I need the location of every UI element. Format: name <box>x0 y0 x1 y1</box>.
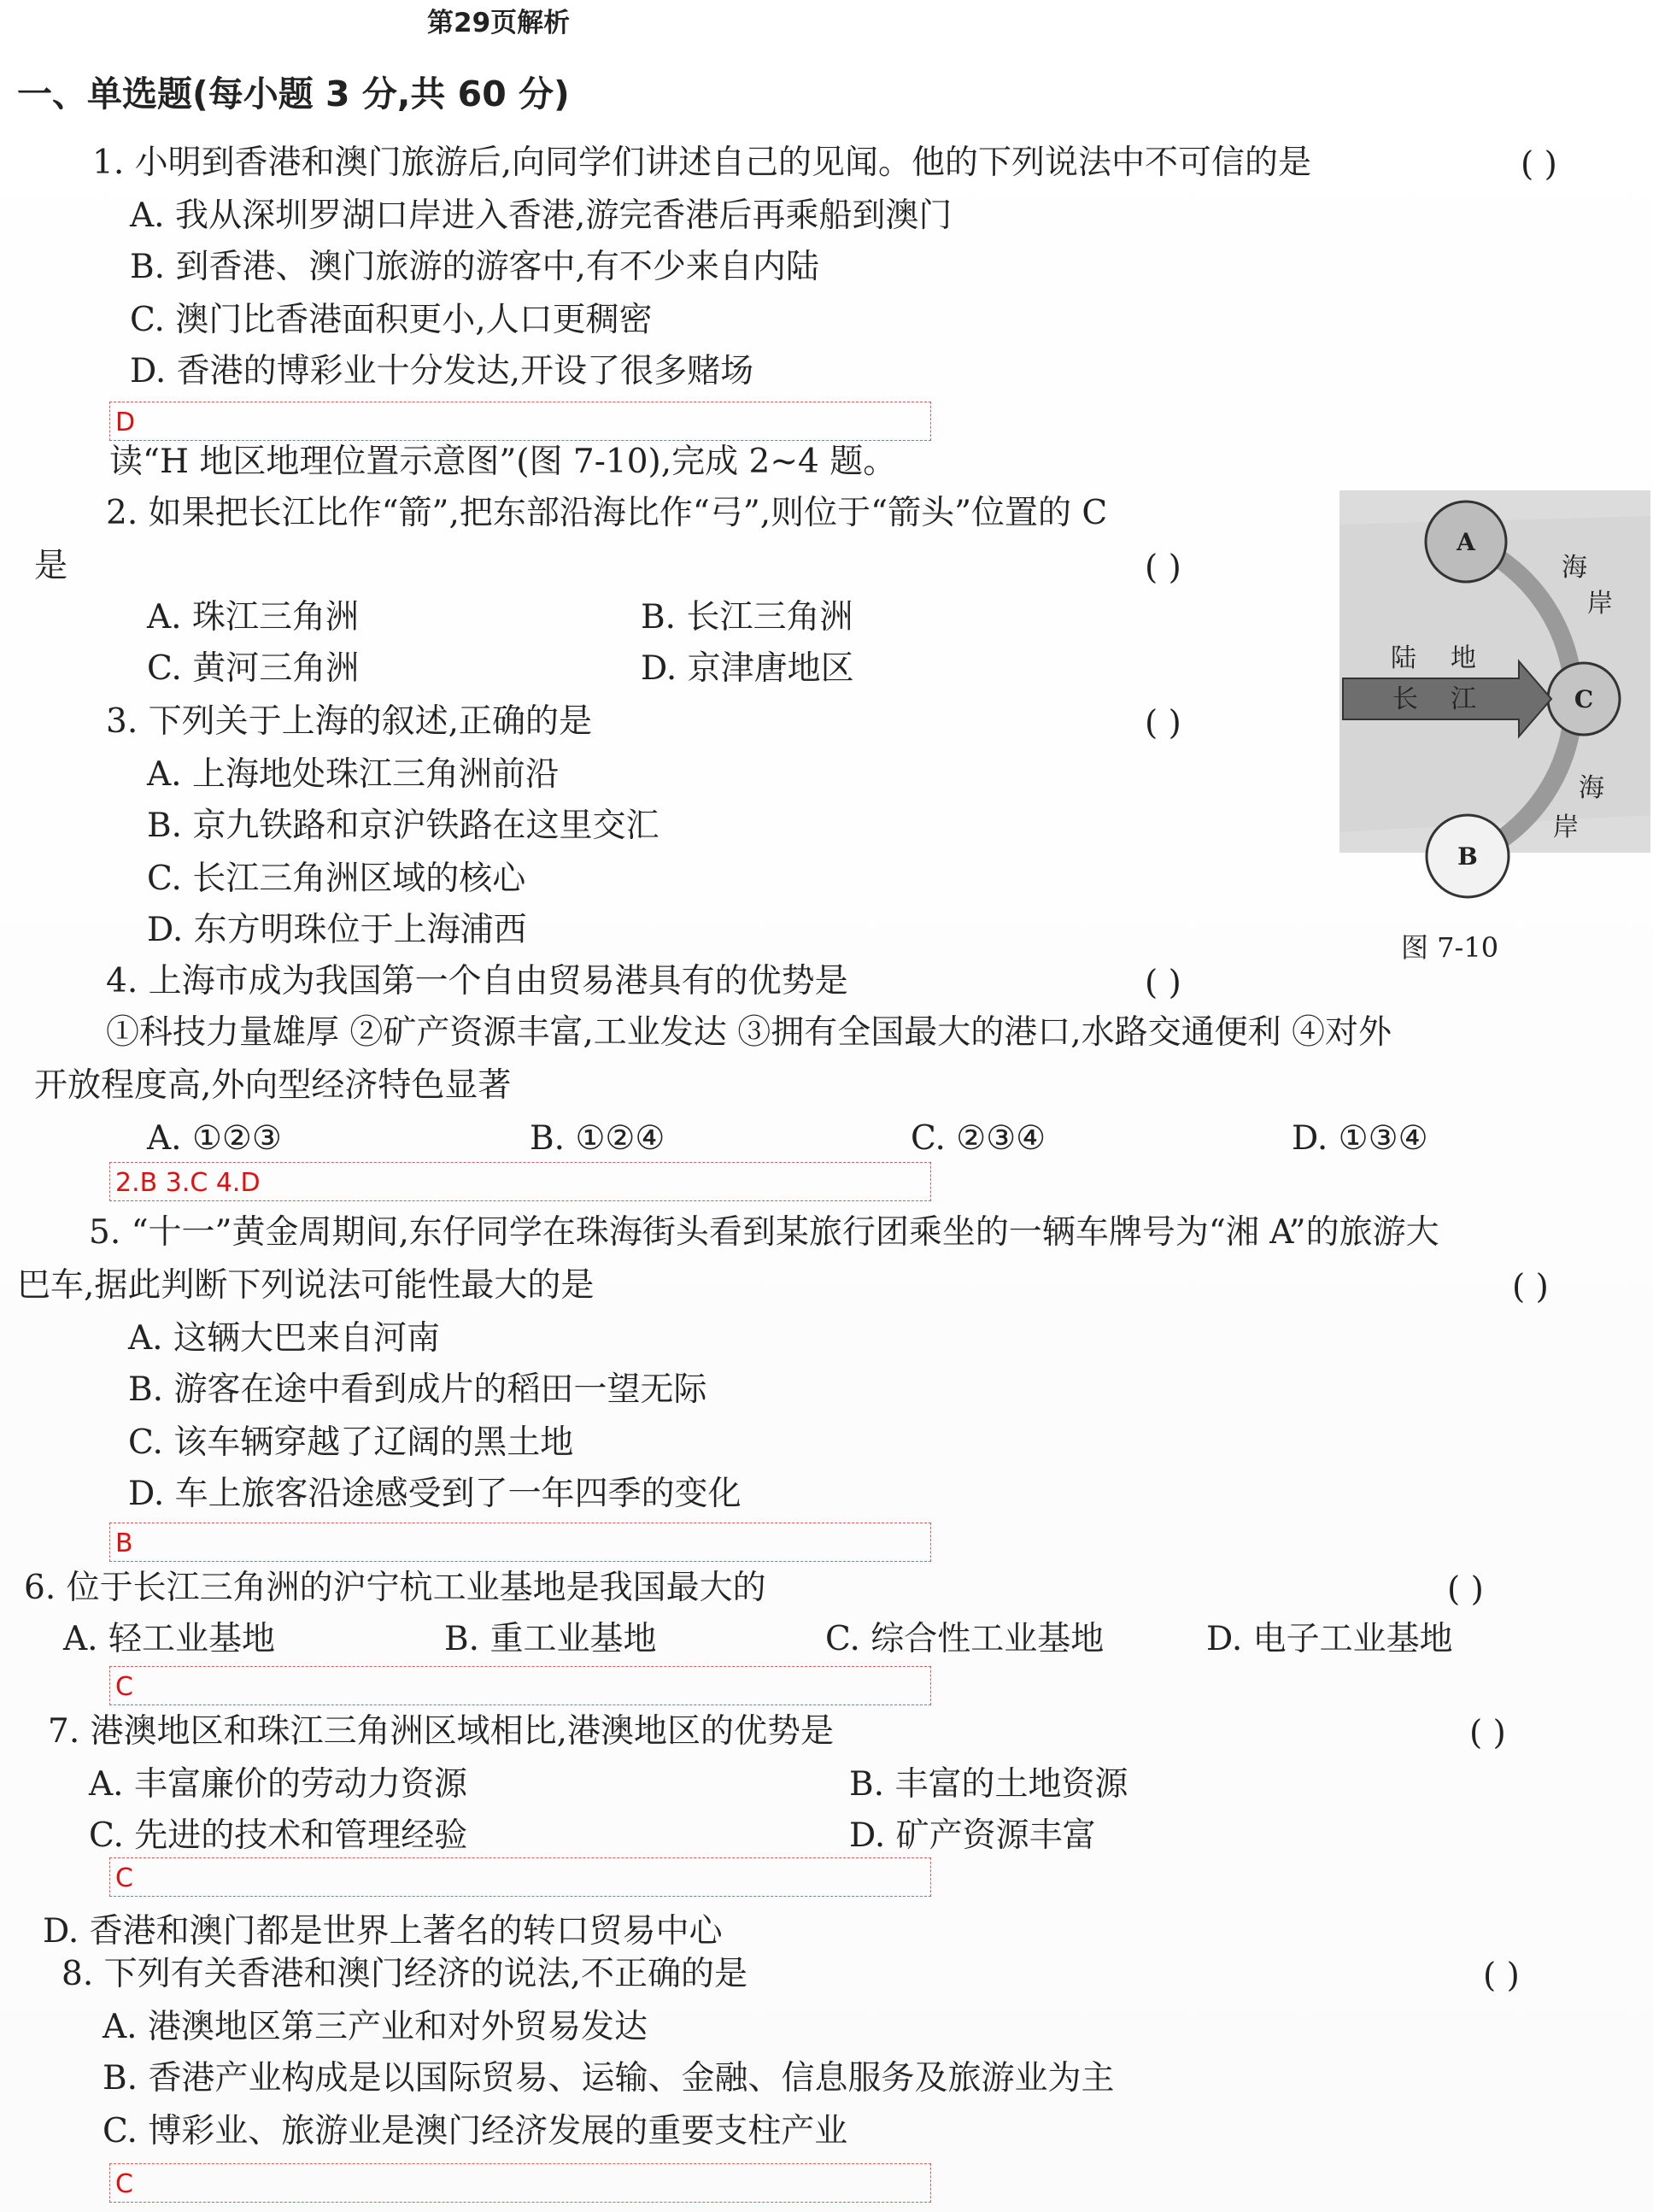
question-8-option-c: C. 博彩业、旅游业是澳门经济发展的重要支柱产业 <box>103 2112 848 2150</box>
question-4-stem: 4. 上海市成为我国第一个自由贸易港具有的优势是 <box>106 962 848 1000</box>
label-c: C <box>1574 685 1594 713</box>
answer-text-7: C <box>115 1863 133 1893</box>
label-coast-top-2: 岸 <box>1587 589 1613 619</box>
question-6-option-c: C. 综合性工业基地 <box>825 1620 1105 1658</box>
question-2-option-c: C. 黄河三角洲 <box>147 649 360 688</box>
label-coast-bottom-2: 岸 <box>1553 813 1579 842</box>
question-4-statements: ①科技力量雄厚 ②矿产资源丰富,工业发达 ③拥有全国最大的港口,水路交通便利 ④对外 <box>106 1013 1392 1052</box>
question-4-statements-cont: 开放程度高,外向型经济特色显著 <box>34 1066 512 1105</box>
section-heading: 一、单选题(每小题 3 分,共 60 分) <box>17 73 570 114</box>
question-1-answer-blank: ( ) <box>1521 145 1557 184</box>
question-6-answer-blank: ( ) <box>1447 1570 1484 1609</box>
question-4-option-a: A. ①②③ <box>147 1119 282 1158</box>
label-land-1: 陆 <box>1391 643 1416 673</box>
label-river-1: 长 <box>1392 684 1418 714</box>
answer-box-5 <box>109 1523 931 1562</box>
question-8-option-a: A. 港澳地区第三产业和对外贸易发达 <box>103 2008 648 2046</box>
question-5-stem-cont: 巴车,据此判断下列说法可能性最大的是 <box>17 1266 595 1305</box>
question-6-option-d: D. 电子工业基地 <box>1206 1620 1453 1658</box>
question-8-stem: 8. 下列有关香港和澳门经济的说法,不正确的是 <box>62 1955 748 1993</box>
question-4-option-c: C. ②③④ <box>911 1119 1046 1158</box>
question-4-option-b: B. ①②④ <box>530 1119 665 1158</box>
question-7-answer-blank: ( ) <box>1469 1714 1506 1752</box>
answer-box-8 <box>109 2163 931 2203</box>
figure-caption: 图 7-10 <box>1401 931 1499 964</box>
question-3-option-a: A. 上海地处珠江三角洲前沿 <box>147 755 559 794</box>
label-a: A <box>1457 528 1475 556</box>
answer-box-1 <box>109 402 931 441</box>
question-2-option-b: B. 长江三角洲 <box>641 598 853 637</box>
question-4-option-d: D. ①③④ <box>1292 1119 1428 1158</box>
question-4-answer-blank: ( ) <box>1145 964 1181 1002</box>
answer-text-5: B <box>115 1528 133 1558</box>
label-b: B <box>1457 842 1478 871</box>
question-3-option-b: B. 京九铁路和京沪铁路在这里交汇 <box>147 807 659 845</box>
label-coast-bottom-1: 海 <box>1579 773 1604 803</box>
question-3-answer-blank: ( ) <box>1145 704 1181 742</box>
question-1-stem: 1. 小明到香港和澳门旅游后,向同学们讲述自己的见闻。他的下列说法中不可信的是 <box>92 144 1312 182</box>
question-1-option-d: D. 香港的博彩业十分发达,开设了很多赌场 <box>130 352 754 390</box>
question-6-stem: 6. 位于长江三角洲的沪宁杭工业基地是我国最大的 <box>24 1569 766 1607</box>
answer-text-1: D <box>115 408 136 437</box>
question-8-option-d: D. 香港和澳门都是世界上著名的转口贸易中心 <box>43 1912 723 1951</box>
question-2-stem: 2. 如果把长江比作“箭”,把东部沿海比作“弓”,则位于“箭头”位置的 C <box>106 494 1108 532</box>
question-5-option-c: C. 该车辆穿越了辽阔的黑土地 <box>128 1423 574 1462</box>
question-1-option-a: A. 我从深圳罗湖口岸进入香港,游完香港后再乘船到澳门 <box>130 197 953 235</box>
label-river-2: 江 <box>1451 684 1476 714</box>
question-3-option-d: D. 东方明珠位于上海浦西 <box>147 911 527 949</box>
question-3-stem: 3. 下列关于上海的叙述,正确的是 <box>106 702 593 741</box>
answer-box-6 <box>109 1666 931 1705</box>
question-7-option-c: C. 先进的技术和管理经验 <box>89 1816 468 1855</box>
location-diagram-svg <box>1339 490 1650 904</box>
label-land-2: 地 <box>1451 643 1476 673</box>
question-2-option-d: D. 京津唐地区 <box>641 649 854 688</box>
question-8-option-b: B. 香港产业构成是以国际贸易、运输、金融、信息服务及旅游业为主 <box>103 2059 1115 2098</box>
question-1-option-c: C. 澳门比香港面积更小,人口更稠密 <box>130 301 653 339</box>
question-5-option-a: A. 这辆大巴来自河南 <box>128 1319 440 1358</box>
page-title: 第29页解析 <box>427 8 571 38</box>
question-2-stem-cont: 是 <box>34 547 68 585</box>
answer-text-8: C <box>115 2169 133 2199</box>
answer-text-2-4: 2.B 3.C 4.D <box>115 1168 261 1198</box>
answer-box-7 <box>109 1857 931 1897</box>
question-7-option-a: A. 丰富廉价的劳动力资源 <box>89 1765 467 1804</box>
question-5-answer-blank: ( ) <box>1512 1268 1549 1306</box>
question-5-option-d: D. 车上旅客沿途感受到了一年四季的变化 <box>128 1475 742 1513</box>
question-8-answer-blank: ( ) <box>1483 1957 1520 1995</box>
question-7-option-b: B. 丰富的土地资源 <box>849 1765 1128 1804</box>
question-6-option-b: B. 重工业基地 <box>444 1620 657 1658</box>
answer-box-2-4 <box>109 1162 931 1201</box>
question-2-answer-blank: ( ) <box>1145 549 1181 587</box>
label-coast-top-1: 海 <box>1562 553 1587 583</box>
question-3-option-c: C. 长江三角洲区域的核心 <box>147 860 526 898</box>
question-5-stem: 5. “十一”黄金周期间,东仔同学在珠海街头看到某旅行团乘坐的一辆车牌号为“湘 A”的旅游大 <box>89 1213 1439 1252</box>
figure-h-region-location-diagram <box>1339 490 1650 904</box>
question-6-option-a: A. 轻工业基地 <box>63 1620 275 1658</box>
question-5-option-b: B. 游客在途中看到成片的稻田一望无际 <box>128 1370 707 1409</box>
question-7-option-d: D. 矿产资源丰富 <box>849 1816 1096 1855</box>
question-1-option-b: B. 到香港、澳门旅游的游客中,有不少来自内陆 <box>130 248 819 286</box>
question-7-stem: 7. 港澳地区和珠江三角洲区域相比,港澳地区的优势是 <box>48 1712 835 1751</box>
answer-text-6: C <box>115 1672 133 1702</box>
question-2-option-a: A. 珠江三角洲 <box>147 598 359 637</box>
reading-instruction: 读“H 地区地理位置示意图”(图 7-10),完成 2~4 题。 <box>109 443 897 481</box>
